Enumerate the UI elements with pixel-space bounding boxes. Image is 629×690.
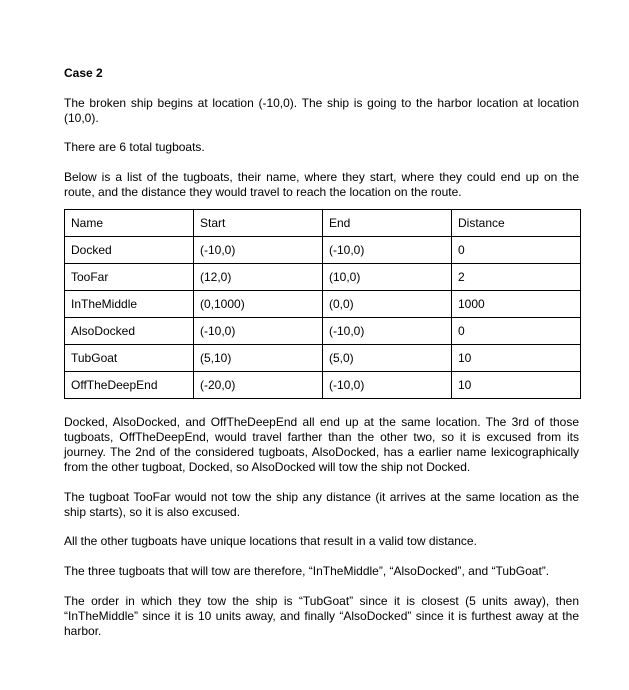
- cell-start: (-10,0): [194, 318, 323, 345]
- order-paragraph: The order in which they tow the ship is “TubGoat” since it is closest (5 units away), then “InTheMiddle” since it is 10 units away, and finally “AlsoDocked” since it is furthest away at the harbor.: [64, 594, 579, 638]
- header-cell-distance: Distance: [452, 210, 581, 237]
- cell-end: (10,0): [323, 264, 452, 291]
- cell-name: AlsoDocked: [65, 318, 194, 345]
- intro-paragraph: The broken ship begins at location (-10,0). The ship is going to the harbor location at location (10,0).: [64, 96, 579, 125]
- cell-end: (-10,0): [323, 237, 452, 264]
- header-cell-name: Name: [65, 210, 194, 237]
- table-row: [65, 264, 581, 291]
- cell-name: OffTheDeepEnd: [65, 372, 194, 399]
- cell-name: Docked: [65, 237, 194, 264]
- cell-distance: 2: [452, 264, 581, 291]
- table-row: [65, 291, 581, 318]
- cell-end: (-10,0): [323, 318, 452, 345]
- cell-start: (5,10): [194, 345, 323, 372]
- cell-start: (0,1000): [194, 291, 323, 318]
- cell-end: (0,0): [323, 291, 452, 318]
- cell-end: (5,0): [323, 345, 452, 372]
- cell-distance: 0: [452, 318, 581, 345]
- cell-distance: 10: [452, 372, 581, 399]
- document-body: [64, 66, 579, 639]
- table-row: [65, 237, 581, 264]
- table-row: [65, 372, 581, 399]
- three-tugboats-paragraph: The three tugboats that will tow are therefore, “InTheMiddle”, “AlsoDocked”, and “TubGoat”.: [64, 564, 550, 578]
- cell-start: (12,0): [194, 264, 323, 291]
- unique-paragraph: All the other tugboats have unique locations that result in a valid tow distance.: [64, 534, 477, 548]
- table-row: [65, 345, 581, 372]
- cell-end: (-10,0): [323, 372, 452, 399]
- same-location-paragraph: Docked, AlsoDocked, and OffTheDeepEnd all end up at the same location. The 3rd of those tugboats, OffTheDeepEnd, would travel farther than the other two, so it is excused from its journey. The 2nd of the considered tugboats, AlsoDocked, has a earlier name lexicographically from the other tugboat, Docked, so AlsoDocked will tow the ship not Docked.: [64, 415, 579, 474]
- cell-distance: 10: [452, 345, 581, 372]
- count-paragraph: There are 6 total tugboats.: [64, 140, 205, 154]
- table-header-row: [65, 210, 581, 237]
- header-cell-end: End: [323, 210, 452, 237]
- cell-name: InTheMiddle: [65, 291, 194, 318]
- tugboat-table: [64, 209, 581, 399]
- list-intro-paragraph: Below is a list of the tugboats, their name, where they start, where they could end up on the route, and the distance they would travel to reach the location on the route.: [64, 170, 579, 199]
- cell-name: TubGoat: [65, 345, 194, 372]
- header-cell-start: Start: [194, 210, 323, 237]
- case-heading: Case 2: [64, 66, 103, 80]
- table-row: [65, 318, 581, 345]
- cell-distance: 1000: [452, 291, 581, 318]
- cell-start: (-10,0): [194, 237, 323, 264]
- cell-distance: 0: [452, 237, 581, 264]
- cell-start: (-20,0): [194, 372, 323, 399]
- cell-name: TooFar: [65, 264, 194, 291]
- toofar-paragraph: The tugboat TooFar would not tow the ship any distance (it arrives at the same location as the ship starts), so it is also excused.: [64, 490, 579, 519]
